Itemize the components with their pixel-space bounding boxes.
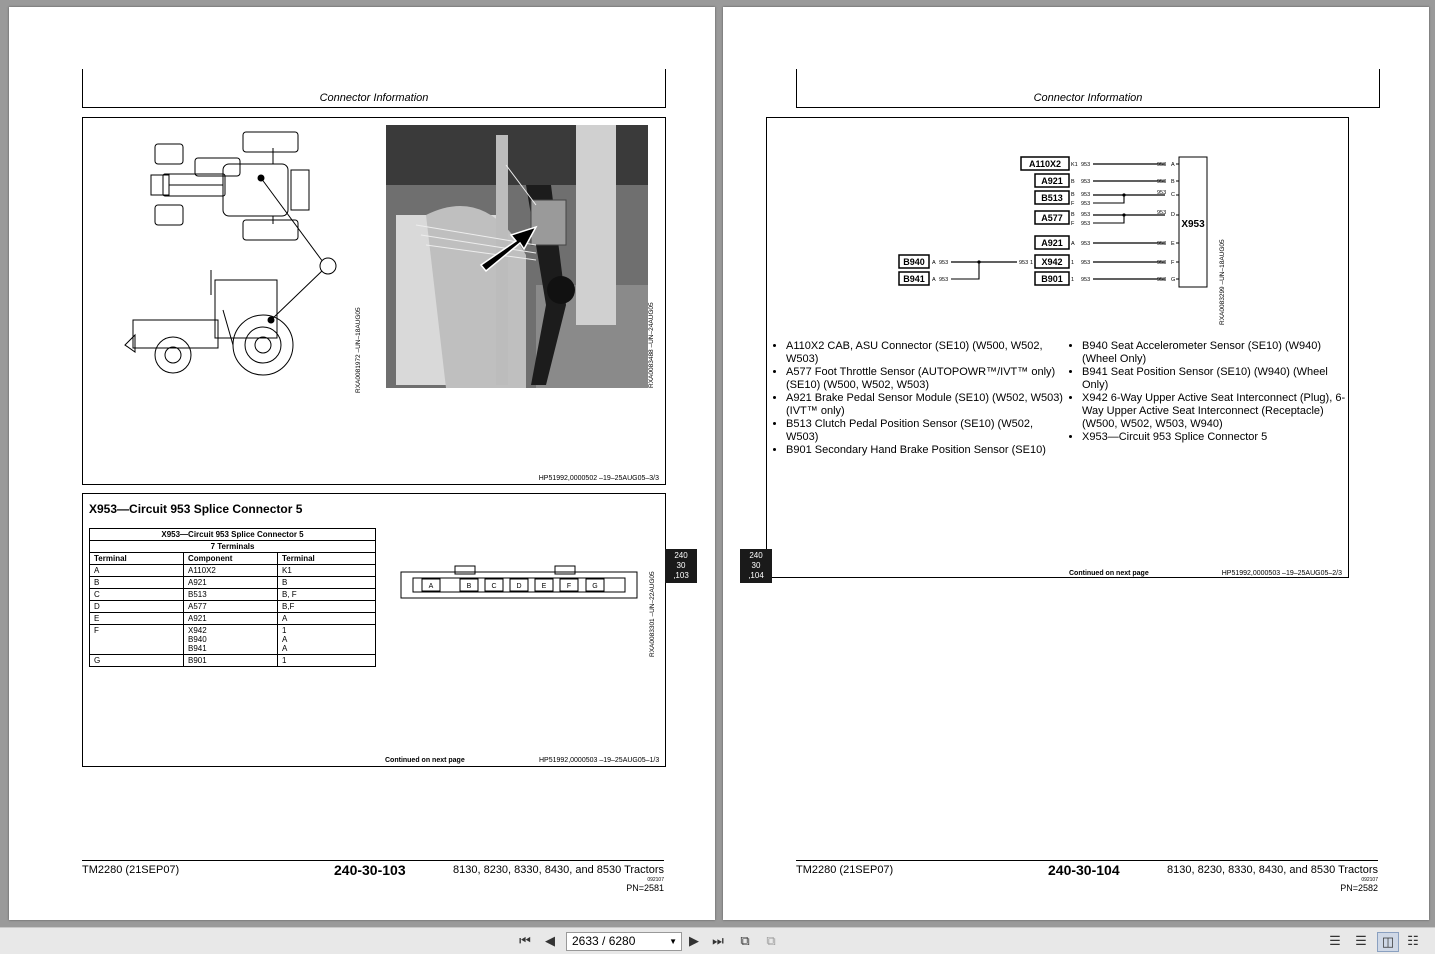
pin-label: D: [516, 583, 522, 590]
cell: F: [90, 625, 184, 655]
table-row: [90, 625, 376, 655]
legend-item: • B940 Seat Accelerometer Sensor (SE10) (W940) (Wheel Only): [1082, 340, 1354, 366]
connector-pin: [560, 579, 578, 591]
pin-label: C: [491, 583, 497, 590]
doc-id: TM2280 (21SEP07): [796, 864, 894, 876]
legend-item: • X953—Circuit 953 Splice Connector 5: [1082, 431, 1354, 444]
component-pin-label: B: [1071, 192, 1075, 198]
page-indicator: 2633 / 6280: [572, 934, 636, 948]
cell: A: [278, 613, 376, 625]
pin-label: F: [566, 583, 572, 590]
component-label: B940: [903, 257, 925, 267]
cell: G: [90, 655, 184, 667]
continued-note: Continued on next page: [1069, 570, 1149, 577]
cell: A577: [184, 601, 278, 613]
schematic-block: [766, 117, 1349, 578]
component-label: A577: [1041, 213, 1063, 223]
wire-label: 953: [1081, 201, 1091, 207]
cell: K1: [278, 565, 376, 577]
wire-junction: [1122, 213, 1125, 216]
cell: B: [278, 577, 376, 589]
component-pin-label: A: [1071, 241, 1075, 247]
wire-label: 953: [1081, 260, 1091, 266]
table-row: [90, 613, 376, 625]
cell-line: B940: [188, 635, 207, 644]
component-label: X942: [1041, 257, 1063, 267]
component-pin-label: K1: [1071, 162, 1078, 168]
page-footer: [82, 860, 664, 901]
connector-table: [89, 528, 376, 667]
connector-ref: RXA0083301 –UN–22AUG05: [649, 571, 656, 657]
page-number: 240-30-104: [1048, 862, 1120, 878]
schematic-component: [899, 255, 948, 268]
section-tab: [740, 549, 772, 583]
schematic-component: [1035, 190, 1179, 207]
wire-label: 953: [1081, 192, 1091, 198]
splice-pin-label: B: [1171, 179, 1175, 185]
splice-pin-label: E: [1171, 241, 1175, 247]
pin-label: A: [428, 583, 434, 590]
component-pin-label: F: [1071, 221, 1075, 227]
connector-pin: [422, 579, 440, 591]
first-page-icon[interactable]: ⏮: [519, 933, 531, 948]
component-label: A921: [1041, 176, 1063, 186]
legend-item: • A110X2 CAB, ASU Connector (SE10) (W500, W502, W503): [786, 340, 1066, 366]
legend-item: • X942 6-Way Upper Active Seat Interconnect (Plug), 6-Way Upper Active Seat Interconnect (Receptacle) (W500, W502, W503, W940): [1082, 392, 1354, 431]
col-header: Terminal: [90, 553, 184, 565]
wire-label: 953: [1081, 221, 1091, 227]
component-label: B513: [1041, 193, 1063, 203]
component-pin-label: 1: [1071, 260, 1075, 266]
document-page-right: [723, 7, 1429, 920]
tab-line: 240: [749, 551, 763, 560]
wire-label: 953: [1019, 260, 1029, 266]
connector-pin: [460, 579, 478, 591]
wire-label: 953: [1157, 210, 1167, 216]
pn-number: PN=2581: [626, 883, 664, 893]
facing-continuous-icon[interactable]: ☷: [1407, 933, 1419, 948]
tab-line: 30: [676, 561, 686, 570]
table-title: X953—Circuit 953 Splice Connector 5: [90, 529, 376, 541]
cell: A: [90, 565, 184, 577]
splice-label: X953: [1181, 219, 1205, 230]
wire-label: 953: [939, 260, 949, 266]
schematic-component: [1035, 236, 1179, 249]
pin-label: B: [466, 583, 472, 590]
wire-label: 953: [1157, 260, 1167, 266]
cell: C: [90, 589, 184, 601]
pin-label: G: [592, 583, 598, 590]
component-pin-label: B: [1071, 179, 1075, 185]
cell: B, F: [278, 589, 376, 601]
component-label: A110X2: [1028, 159, 1062, 169]
last-page-icon[interactable]: ⏭: [712, 933, 724, 948]
connector-face-diagram: [399, 564, 639, 604]
wire-label: 953: [1157, 241, 1167, 247]
schematic-component: [1021, 157, 1179, 170]
schematic-component: [1035, 174, 1179, 187]
wire-label: 953: [1081, 212, 1091, 218]
model-list: 8130, 8230, 8330, 8430, and 8530 Tractors: [453, 864, 664, 876]
wire-line: [1093, 195, 1124, 203]
cell: A921: [184, 577, 278, 589]
schematic-component: [899, 272, 948, 285]
component-label: B901: [1041, 274, 1063, 284]
connector-pin: [510, 579, 528, 591]
component-pin-label: 1: [1030, 260, 1034, 266]
date-code: 092107: [647, 877, 664, 883]
component-pin-label: A: [932, 260, 936, 266]
wire-line: [1093, 215, 1124, 223]
figure-ref-left: RXA0081972 –UN–18AUG05: [355, 307, 362, 393]
connector-pin: [586, 579, 604, 591]
wire-label: 953: [1081, 241, 1091, 247]
cell-line: 1: [282, 626, 287, 635]
wire-label: 953: [1157, 277, 1167, 283]
section-title: X953—Circuit 953 Splice Connector 5: [89, 502, 303, 516]
continuous-icon[interactable]: ☰: [1355, 933, 1367, 948]
splice-pin-label: C: [1171, 192, 1175, 198]
pn-number: PN=2582: [1340, 883, 1378, 893]
facing-icon[interactable]: ◫: [1377, 932, 1399, 952]
page-footer: [796, 860, 1378, 901]
cell: [278, 625, 376, 655]
component-pin-label: A: [932, 277, 936, 283]
table-row: [90, 565, 376, 577]
splice-pin-label: F: [1171, 260, 1175, 266]
cell: [184, 625, 278, 655]
single-page-icon[interactable]: ☰: [1329, 933, 1341, 948]
wire-label: 953: [1157, 190, 1167, 196]
wire-junction: [1122, 193, 1125, 196]
component-label: B941: [903, 274, 925, 284]
legend-item: • B901 Secondary Hand Brake Position Sensor (SE10): [786, 444, 1066, 457]
component-pin-label: 1: [1071, 277, 1075, 283]
splice-pin-label: D: [1171, 212, 1175, 218]
cell-line: A: [282, 635, 288, 644]
model-list: 8130, 8230, 8330, 8430, and 8530 Tractors: [1167, 864, 1378, 876]
component-label: A921: [1041, 238, 1063, 248]
block-id: HP51992,0000503 –19–25AUG05–2/3: [1221, 570, 1342, 577]
legend-left: [769, 340, 1066, 457]
header-title: Connector Information: [319, 92, 429, 104]
component-pin-label: B: [1071, 212, 1075, 218]
block-id: HP51992,0000503 –19–25AUG05–1/3: [539, 757, 660, 764]
section-tab: [665, 549, 697, 583]
cell-line: B941: [188, 644, 207, 653]
tab-line: ,103: [673, 571, 689, 580]
cell: E: [90, 613, 184, 625]
cell: B: [90, 577, 184, 589]
cell: 1: [278, 655, 376, 667]
tab-line: ,104: [748, 571, 764, 580]
table-row: [90, 589, 376, 601]
cell: B901: [184, 655, 278, 667]
legend-item: • B941 Seat Position Sensor (SE10) (W940) (Wheel Only): [1082, 366, 1354, 392]
figure-block: [82, 117, 666, 485]
tab-line: 240: [674, 551, 688, 560]
splice-pin-label: G: [1171, 277, 1176, 283]
wire-label: 953: [1157, 179, 1167, 185]
splice-pin-label: A: [1171, 162, 1175, 168]
schematic-component: [1035, 255, 1179, 268]
document-page-left: [9, 7, 715, 920]
page-number: 240-30-103: [334, 862, 406, 878]
cell: B,F: [278, 601, 376, 613]
prev-page-icon[interactable]: ◀: [545, 933, 555, 948]
cell-line: X942: [188, 626, 207, 635]
block-id: HP51992,0000502 –19–25AUG05–3/3: [538, 475, 659, 482]
continued-note: Continued on next page: [385, 757, 465, 764]
schematic-ref: RXA0083299 –UN–18AUG05: [1219, 239, 1226, 325]
page-selector[interactable]: [566, 932, 682, 951]
tab-line: 30: [751, 561, 761, 570]
page-header: [796, 69, 1380, 108]
connector-pin: [485, 579, 503, 591]
col-header: Component: [184, 553, 278, 565]
wire-label: 953: [1081, 277, 1091, 283]
cell: A110X2: [184, 565, 278, 577]
wire-label: 953: [1157, 162, 1167, 168]
cell: B513: [184, 589, 278, 601]
table-row: [90, 601, 376, 613]
cell: A921: [184, 613, 278, 625]
header-title: Connector Information: [1033, 92, 1143, 104]
next-page-icon[interactable]: ▶: [689, 933, 699, 948]
table-subtitle: 7 Terminals: [90, 541, 376, 553]
fit-page-icon[interactable]: ⧉: [740, 933, 750, 948]
pin-label: E: [541, 583, 547, 590]
legend-right: [1065, 340, 1354, 444]
connector-pin: [535, 579, 553, 591]
chevron-down-icon: ▼: [669, 937, 677, 946]
wire-label: 953: [1081, 179, 1091, 185]
schematic-component: [1035, 210, 1179, 227]
wiring-schematic: [897, 153, 1237, 333]
legend-item: • A921 Brake Pedal Sensor Module (SE10) (W502, W503) (IVT™ only): [786, 392, 1066, 418]
cell-line: A: [282, 644, 288, 653]
wire-label: 953: [939, 277, 949, 283]
table-row: [90, 655, 376, 667]
viewer-toolbar: [0, 927, 1435, 954]
cell: D: [90, 601, 184, 613]
figure-ref-right: RXA0083488 –UN–24AUG05: [648, 302, 655, 388]
wire-line: [951, 262, 979, 279]
harness-photo: [386, 125, 648, 388]
legend-item: • B513 Clutch Pedal Position Sensor (SE10) (W502, W503): [786, 418, 1066, 444]
schematic-component: [1035, 272, 1179, 285]
tractor-illustration: [123, 130, 353, 385]
wire-label: 953: [1081, 162, 1091, 168]
legend-item: • A577 Foot Throttle Sensor (AUTOPOWR™/IVT™ only) (SE10) (W500, W502, W503): [786, 366, 1066, 392]
page-header: [82, 69, 666, 108]
doc-id: TM2280 (21SEP07): [82, 864, 180, 876]
table-row: [90, 577, 376, 589]
component-pin-label: F: [1071, 201, 1075, 207]
fit-width-icon[interactable]: ⧉: [766, 933, 776, 948]
wire-junction: [977, 260, 980, 263]
col-header: Terminal: [278, 553, 376, 565]
date-code: 092107: [1361, 877, 1378, 883]
